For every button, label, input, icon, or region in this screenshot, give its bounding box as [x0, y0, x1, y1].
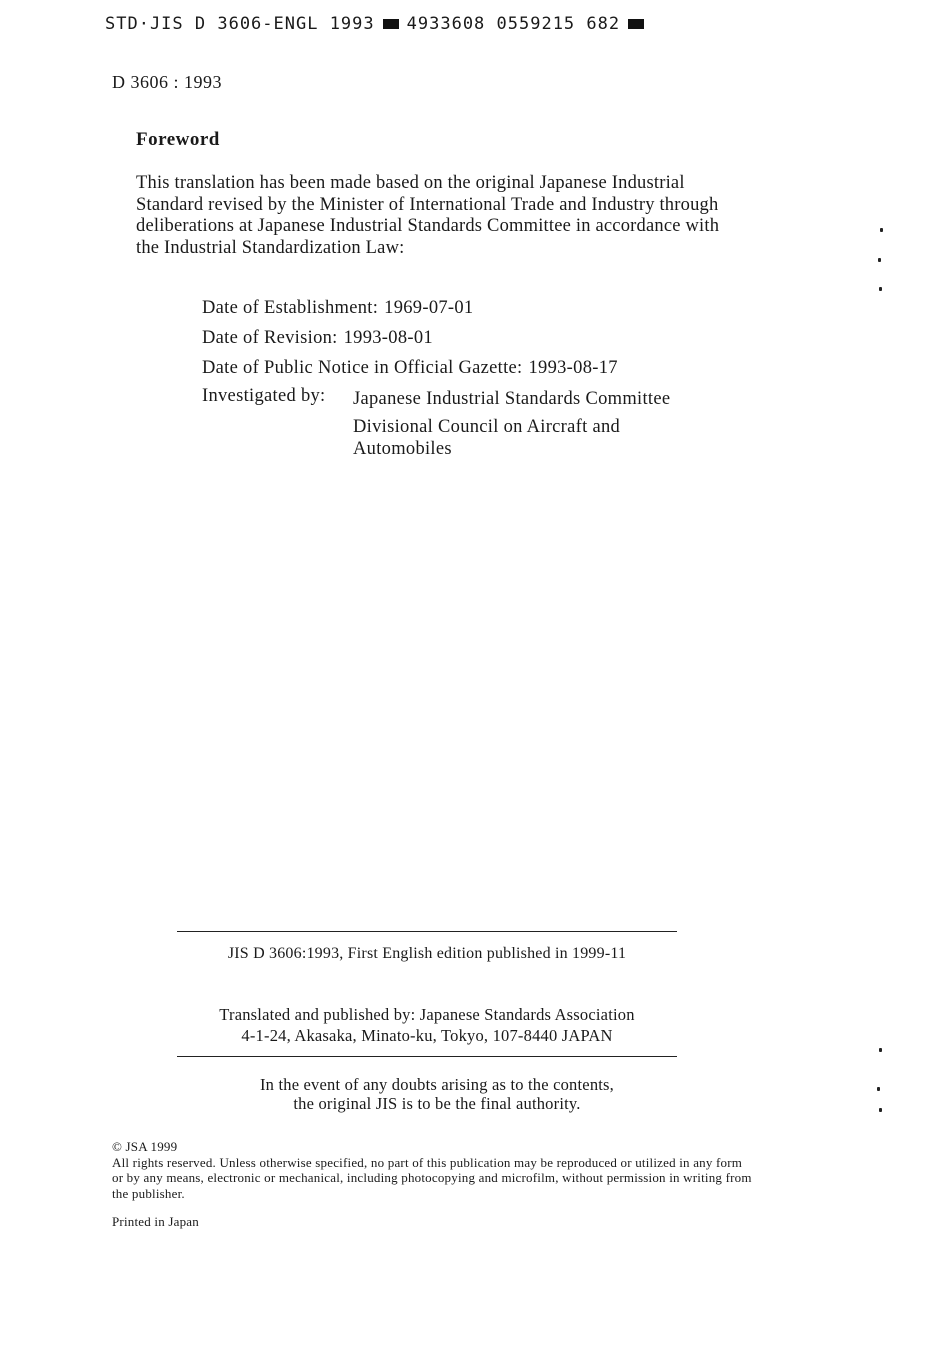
- header-black-block: [628, 19, 644, 29]
- scan-mark: [879, 287, 882, 291]
- publisher-line: Translated and published by: Japanese Standards Association: [219, 1005, 635, 1024]
- scan-mark: [880, 228, 883, 232]
- intro-text: This translation has been made based on the original Japanese Industrial Standard revised by the Minister of International Trade and Industry through deliberations at Japanese Industrial Standards Committee in accordance with the Industrial Standardization Law:: [136, 173, 720, 258]
- header-black-block: [383, 19, 399, 29]
- scan-mark: [879, 1108, 882, 1112]
- date-label: Date of Public Notice in Official Gazette:: [202, 358, 523, 378]
- date-row: [202, 325, 624, 355]
- copyright-block: [112, 1139, 752, 1201]
- date-value: 1969-07-01: [384, 298, 474, 318]
- header-code-part1: STD·JIS D 3606-ENGL 1993: [105, 14, 375, 34]
- date-value: 1993-08-17: [528, 358, 618, 378]
- investigated-line: Divisional Council on Aircraft and: [353, 417, 621, 437]
- scan-mark: [877, 1087, 880, 1091]
- date-row: [202, 355, 624, 385]
- divider-top: [177, 931, 677, 932]
- authority-note: [177, 1075, 697, 1113]
- investigated-line: Automobiles: [353, 439, 452, 459]
- date-label: Date of Revision:: [202, 328, 338, 348]
- investigated-line: Japanese Industrial Standards Committee: [353, 389, 671, 409]
- authority-line: the original JIS is to be the final authority.: [293, 1094, 581, 1113]
- scan-mark: [879, 1048, 882, 1052]
- document-header-code: [105, 14, 652, 34]
- standard-number: D 3606 : 1993: [112, 72, 222, 92]
- authority-line: In the event of any doubts arising as to the contents,: [259, 1075, 614, 1094]
- section-title: Foreword: [136, 129, 220, 150]
- investigated-value: [353, 386, 733, 460]
- publisher-block: [177, 1004, 677, 1046]
- divider-bottom: [177, 1056, 677, 1057]
- header-code-part2: 4933608 0559215 682: [406, 14, 621, 34]
- copyright-line: © JSA 1999: [112, 1139, 178, 1154]
- rights-text: All rights reserved. Unless otherwise specified, no part of this publication may be reproduced or utilized in any form or by any means, electronic or mechanical, including photocopying and microfilm, without permission in writing from the publisher.: [112, 1154, 752, 1201]
- intro-paragraph: [136, 173, 746, 259]
- date-label: Date of Establishment:: [202, 298, 379, 318]
- scan-mark: [878, 258, 881, 262]
- printed-in: Printed in Japan: [112, 1214, 199, 1229]
- publisher-address: 4-1-24, Akasaka, Minato-ku, Tokyo, 107-8440 JAPAN: [241, 1026, 613, 1045]
- dates-list: [202, 295, 624, 385]
- date-value: 1993-08-01: [343, 328, 433, 348]
- date-row: [202, 295, 624, 325]
- investigated-label: Investigated by:: [202, 386, 326, 406]
- edition-line: JIS D 3606:1993, First English edition published in 1999-11: [227, 945, 627, 962]
